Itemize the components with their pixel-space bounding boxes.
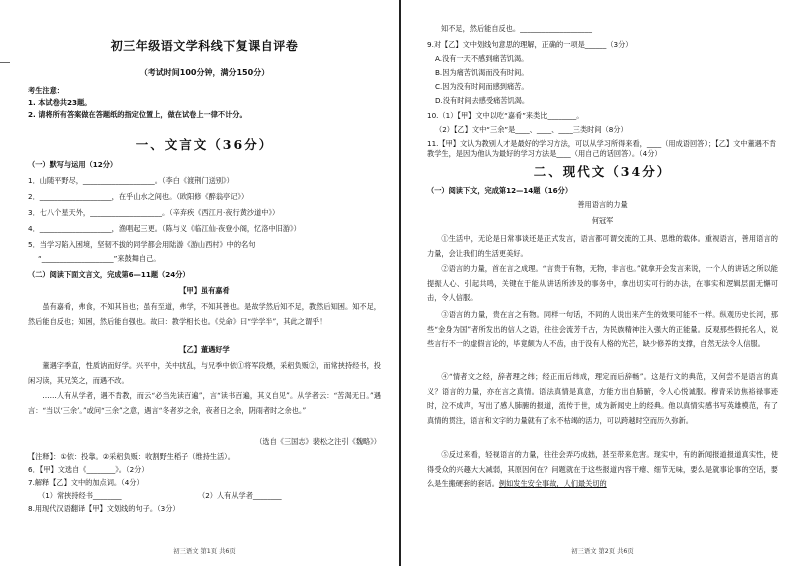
question-8: 8.用现代汉语翻译【甲】文划线的句子。（3分） xyxy=(28,504,180,513)
page-2-footer: 初三语文 第2页 共6页 xyxy=(571,548,634,555)
question-7: 7.解释【乙】文中的加点词。（4分） xyxy=(28,478,144,487)
binding-mark xyxy=(0,62,10,63)
passage-jia-text: 虽有嘉肴，弗食，不知其旨也；虽有至道，弗学，不知其善也。是故学然后知不足，教然后知困。知不足，然后能自反也；知困，然后能自强也。故曰：教学相长也。《兑命》曰“学学半”，其此之谓乎！ xyxy=(28,302,381,326)
question-2: 2．____________________，在乎山水之间也。（欧阳修《醉翁亭记》） xyxy=(28,192,249,201)
question-7-2: （2）人有从学者________ xyxy=(198,491,282,500)
question-6: 6．【甲】文选自《________》。（2分） xyxy=(28,465,149,474)
question-9-option-a: A.没有一天不感到痛苦饥渴。 xyxy=(435,54,529,63)
passage-yi-source: （选自《三国志》裴松之注引《魏略》） xyxy=(255,437,381,446)
question-9-option-b: B.因为痛苦饥渴而没有时间。 xyxy=(435,68,529,77)
page-2 xyxy=(401,0,800,566)
question-9-option-c: C.因为没有时间而感到痛苦。 xyxy=(435,82,529,91)
part-1-heading: （一）默写与运用（12分） xyxy=(28,160,118,169)
essay-paragraph-5-underlined: 例如发生安全事故，人们最关切的 xyxy=(498,479,607,488)
passage-yi-text-1: 董遇字季直，性质讷而好学。兴平中，关中扰乱，与兄季中依①将军段煨，采稆负贩②，而常挟持经书，投闲习读，其兄笑之，而遇不改。 xyxy=(28,361,381,385)
essay-paragraph-5 xyxy=(427,448,778,492)
section-1-heading: 一、文言文（36分） xyxy=(135,137,274,152)
notice-2: 2. 请将所有答案做在答题纸的指定位置上，做在试卷上一律不计分。 xyxy=(28,110,247,119)
page-2-content xyxy=(427,0,778,566)
page-1 xyxy=(0,0,399,566)
essay-paragraph-3: ③语言的力量，贵在言之有物。同样一句话，不同的人说出来产生的效果可能不一样。纵观历史长河，那些“金身为国”者所发出的信人之语，往往会流芳千古，为民族精神注入强大的正能量。反观那些假托名人，说些言行不一的虚假言论的，毕竟颇为人不齿，由于没有人格的光芒，缺少修养的支撑，自然无法令人信服。 xyxy=(427,310,778,348)
essay-paragraph-1: ①生活中，无论是日常事谈还是正式发言，语言都可谓交流的工具、思维的载体。重视语言，善用语言的力量，会让我们的生活更美好。 xyxy=(427,234,778,258)
question-7-1: （1）常挟持经书________ xyxy=(38,491,122,500)
part-2-heading: （二）阅读下面文言文，完成第6—11题（24分） xyxy=(28,270,190,279)
essay-paragraph-5-text: ⑤反过来看，轻视语言的力量，往往会弄巧成拙，甚至带来危害。现实中，有的新闻报道报道真实性，使得受众的兴趣大大减弱，其原因何在？问题就在于这些报道内容干瘪、细节无味，要么是就事论事的空话，要么是生搬硬套的套话。 xyxy=(427,450,778,488)
question-9: 9.对【乙】文中划线句意思的理解，正确的一项是______（3分） xyxy=(427,40,633,49)
question-1: 1．山随平野尽，____________________。（李白《渡荆门送别》） xyxy=(28,176,234,185)
question-4: 4．____________________，渔唱起三更。（陈与义《临江仙·夜登小阁，忆洛中旧游》） xyxy=(28,224,301,233)
question-9-option-d: D.没有时间去感受痛苦饥渴。 xyxy=(435,96,530,105)
page-1-footer: 初三语文 第1页 共6页 xyxy=(173,548,236,555)
exam-time-score: （考试时间100分钟，满分150分） xyxy=(139,68,270,77)
essay-paragraph-2: ②语言的力量，首在言之成理。“言贵于有物，无物，非言也。”就拿开会发言来说，一个人的讲话之所以能提振人心、引起共鸣，关键在于能从讲话所涉及的事务中，拿出切实可行的办法，在事实和逻辑层面无懈可击，令人信服。 xyxy=(427,264,778,302)
exam-title: 初三年级语文学科线下复课自评卷 xyxy=(110,39,299,53)
question-5-line-1: 5．当学习陷入困境，坚韧不拔的同学都会用陆游《游山西村》中的名句 xyxy=(28,240,256,249)
question-11: 11.【甲】文认为教别人才是最好的学习方法，可以从学习所得来看，____（用成语回答）；【乙】文中董遇不肯教学生，是因为他认为最好的学习方法是____（用自己的话回答）。（4分） xyxy=(427,139,777,159)
question-10-2: （2）【乙】文中“三余”是____、____、____三类时间（8分） xyxy=(435,125,628,134)
section-2-heading: 二、现代文（34分） xyxy=(533,164,672,179)
essay-author: 何冠军 xyxy=(591,216,614,225)
passage-jia-title: 【甲】虽有嘉肴 xyxy=(179,286,230,295)
essay-title: 善用语言的力量 xyxy=(577,200,628,209)
passage-yi-title: 【乙】董遇好学 xyxy=(179,345,230,354)
notice-heading: 考生注意： xyxy=(28,86,64,95)
essay-paragraph-4: ④“情者文之经，辞者理之纬；经正而后纬成，理定而后辞畅”。这是行文的典范，又何尝不是语言的真义？语言的力量，亦在言之真情。语法真情是真意，方能方出自肺腑，令人心悦诚服。穆青采访焦裕禄事迹时，泣不成声，写出了感人肺腑的报道，流传于世，成为新闻史上的经典。他以真情实感书写英雄模范，有了真情的贯注，语言和文字的力量就有了永不枯竭的活力，可以跨越时空而历久弥新。 xyxy=(427,372,778,425)
question-10-1: 10.（1）【甲】文中以吃“嘉肴”来类比________。 xyxy=(427,111,584,120)
question-5-line-2: “____________________”来鼓舞自己。 xyxy=(38,254,161,263)
part-3-heading: （一）阅读下文，完成第12—14题（16分） xyxy=(427,186,573,195)
notice-1: 1. 本试卷共23题。 xyxy=(28,98,92,107)
passage-yi-text-2: ……人有从学者，遇不肯教，而云“必当先读百遍”，言“读书百遍，其义自见”。从学者云：“苦渴无日。”遇言：“当以‘三余’。”或问“三余”之意，遇言“冬者岁之余，夜者日之余，阴雨者时之余也。” xyxy=(28,391,381,415)
annotation-note: 【注释】：①依：投靠。②采稆负贩：收割野生稻子（维持生活）。 xyxy=(28,452,235,461)
question-3: 3．七八个星天外，____________________。（辛弃疾《西江月·夜行黄沙道中》） xyxy=(28,208,280,217)
page-1-content xyxy=(28,0,381,566)
question-8-answer-line: 知不足，然后能自反也。____________________ xyxy=(441,24,592,33)
